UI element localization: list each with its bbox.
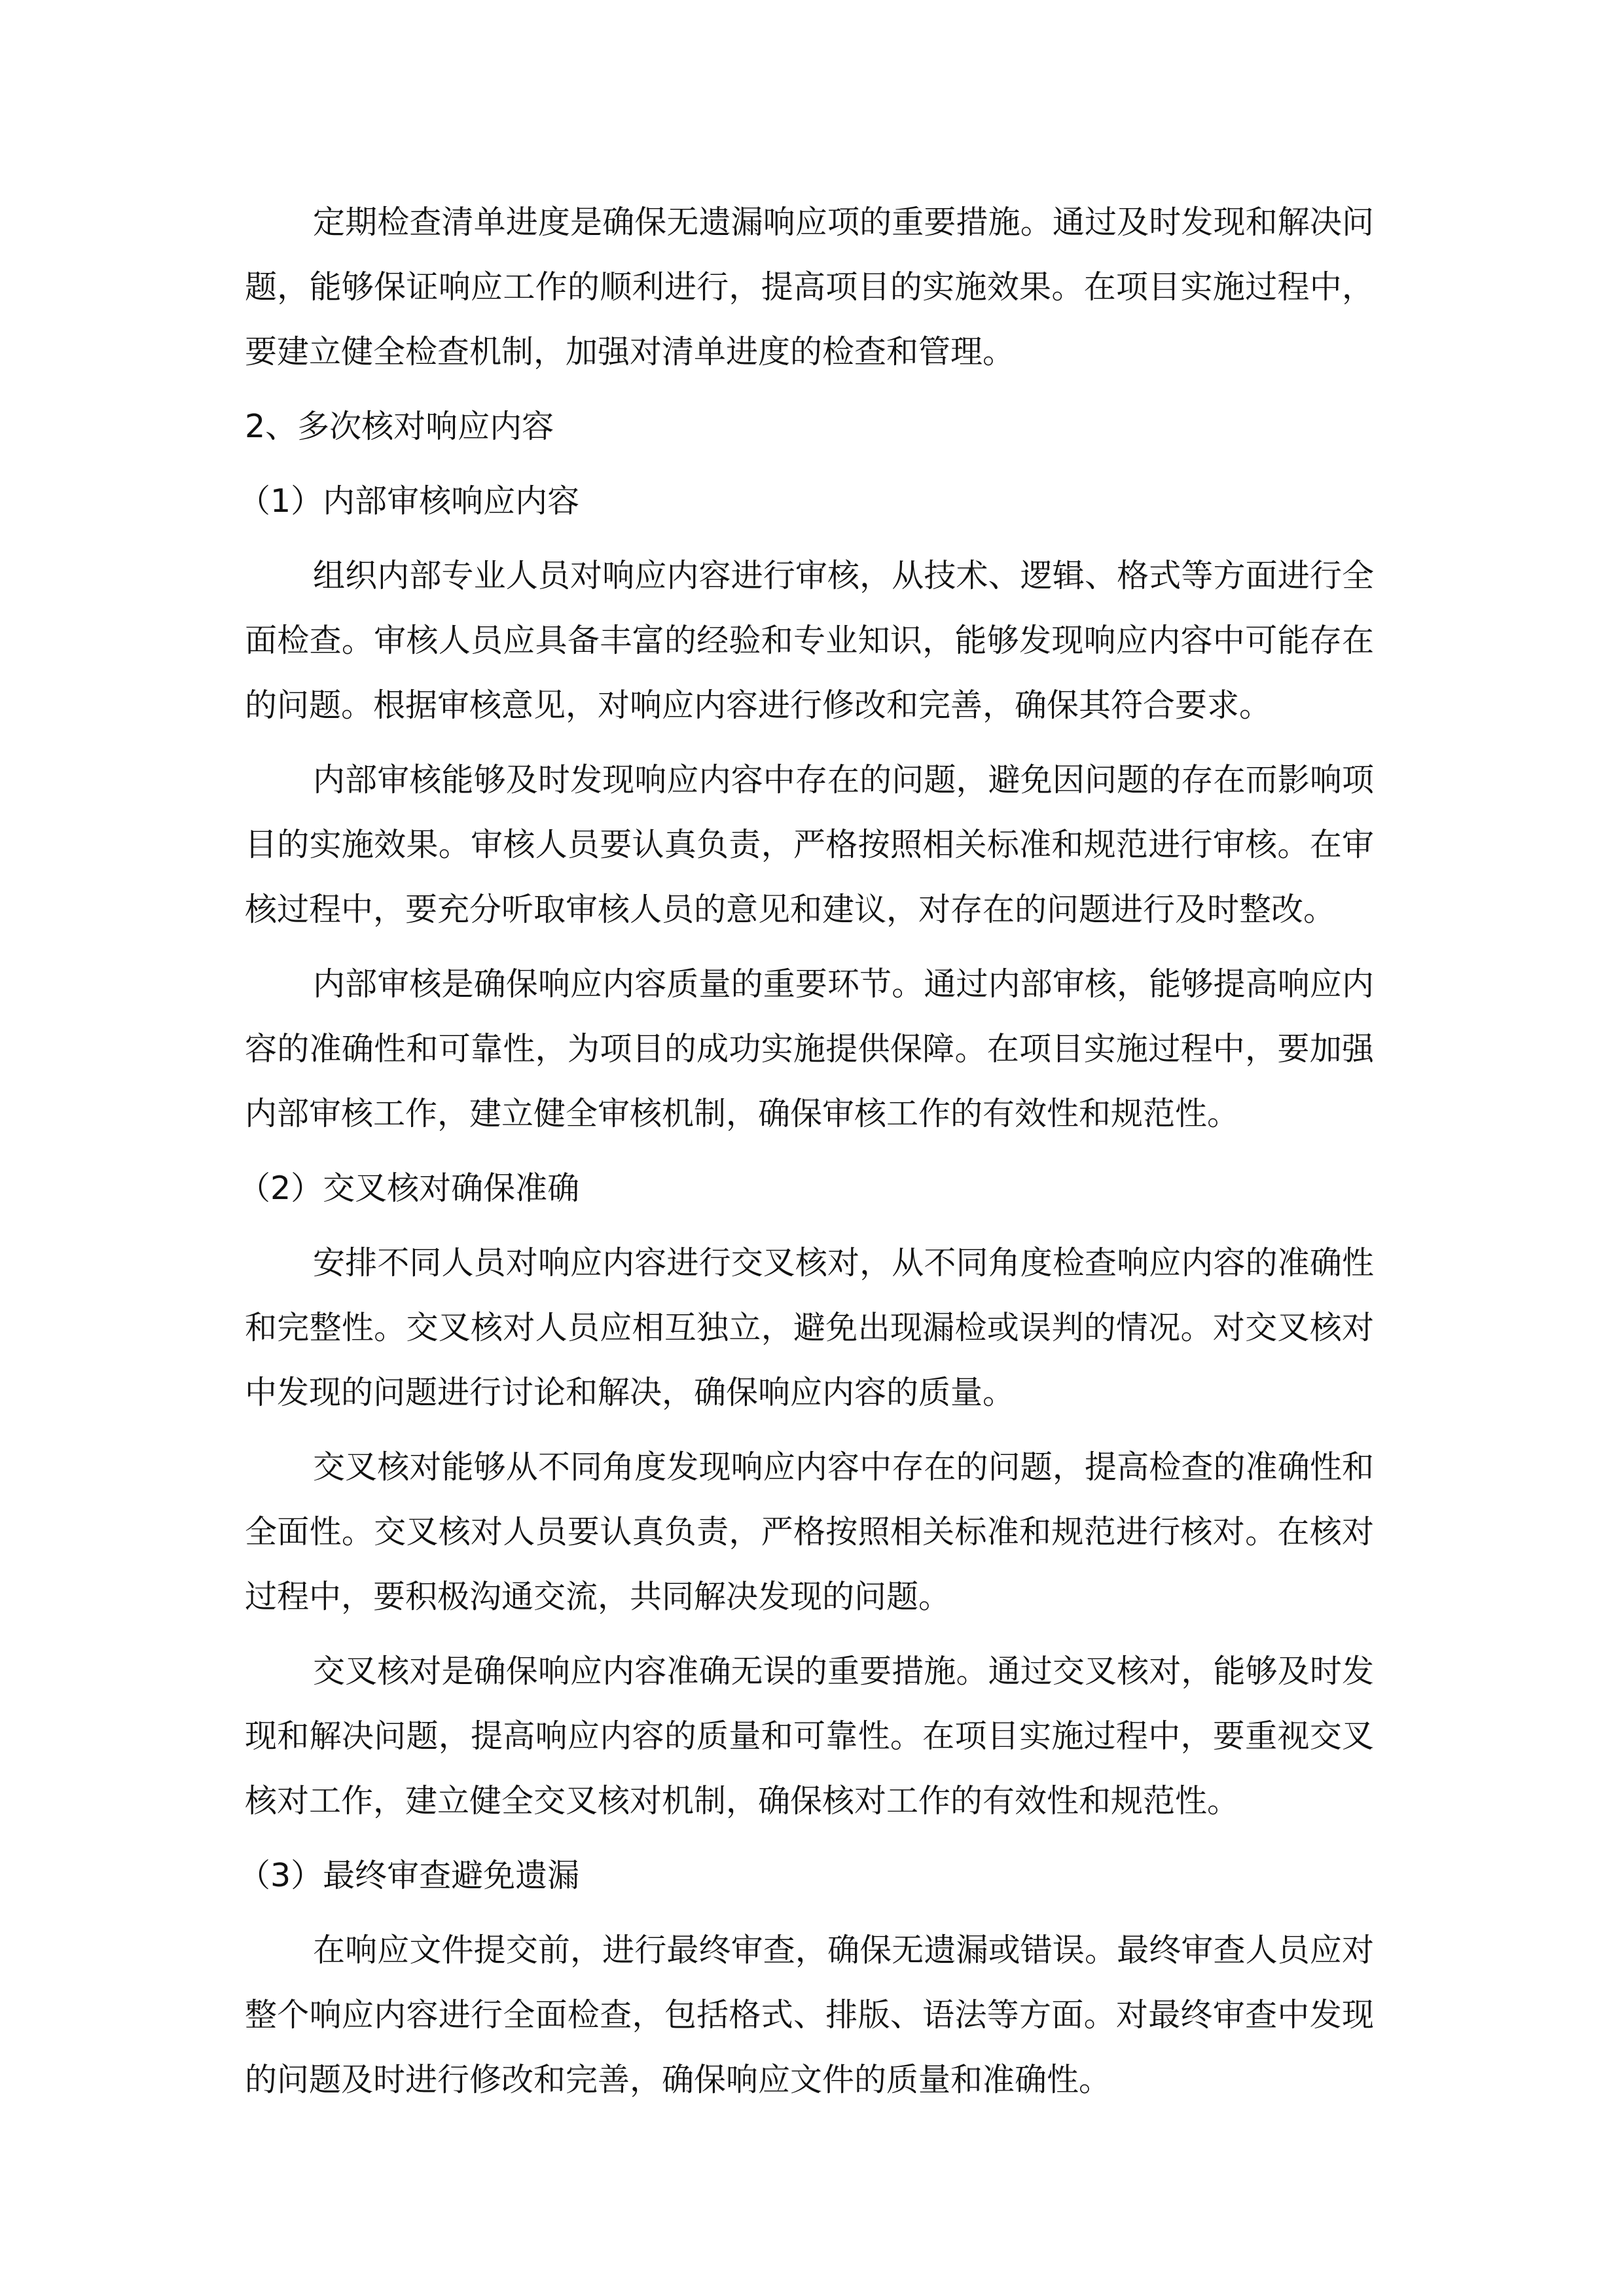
paragraph-cross-check-arrange: 安排不同人员对响应内容进行交叉核对，从不同角度检查响应内容的准确性和完整性。交叉核对人员应相互独立，避免出现漏检或误判的情况。对交叉核对中发现的问题进行讨论和解决，确保响应内容的质量。 [245,1244,1374,1411]
subsection-heading-final-review: （3）最终审查避免遗漏 [238,1857,580,1894]
paragraph-cross-check-benefit: 交叉核对能够从不同角度发现响应内容中存在的问题，提高检查的准确性和全面性。交叉核对人员要认真负责，严格按照相关标准和规范进行核对。在核对过程中，要积极沟通交流，共同解决发现的问题。 [245,1448,1374,1615]
subsection-heading-internal-review: （1）内部审核响应内容 [238,482,580,520]
paragraph-internal-review-organize: 组织内部专业人员对响应内容进行审核，从技术、逻辑、格式等方面进行全面检查。审核人员应具备丰富的经验和专业知识，能够发现响应内容中可能存在的问题。根据审核意见，对响应内容进行修改和完善，确保其符合要求。 [245,557,1374,724]
paragraph-internal-review-importance: 内部审核是确保响应内容质量的重要环节。通过内部审核，能够提高响应内容的准确性和可靠性，为项目的成功实施提供保障。在项目实施过程中，要加强内部审核工作，建立健全审核机制，确保审核工作的有效性和规范性。 [245,965,1374,1132]
section-heading-multiple-review: 2、多次核对响应内容 [245,408,554,445]
paragraph-cross-check-importance: 交叉核对是确保响应内容准确无误的重要措施。通过交叉核对，能够及时发现和解决问题，提高响应内容的质量和可靠性。在项目实施过程中，要重视交叉核对工作，建立健全交叉核对机制，确保核对工作的有效性和规范性。 [245,1653,1374,1820]
paragraph-final-review: 在响应文件提交前，进行最终审查，确保无遗漏或错误。最终审查人员应对整个响应内容进行全面检查，包括格式、排版、语法等方面。对最终审查中发现的问题及时进行修改和完善，确保响应文件的质量和准确性。 [245,1931,1374,2098]
document-body [238,190,1374,2122]
paragraph-checklist-progress: 定期检查清单进度是确保无遗漏响应项的重要措施。通过及时发现和解决问题，能够保证响应工作的顺利进行，提高项目的实施效果。在项目实施过程中，要建立健全检查机制，加强对清单进度的检查和管理。 [245,204,1374,370]
paragraph-internal-review-benefit: 内部审核能够及时发现响应内容中存在的问题，避免因问题的存在而影响项目的实施效果。审核人员要认真负责，严格按照相关标准和规范进行审核。在审核过程中，要充分听取审核人员的意见和建议，对存在的问题进行及时整改。 [245,761,1374,928]
subsection-heading-cross-check: （2）交叉核对确保准确 [238,1170,580,1207]
